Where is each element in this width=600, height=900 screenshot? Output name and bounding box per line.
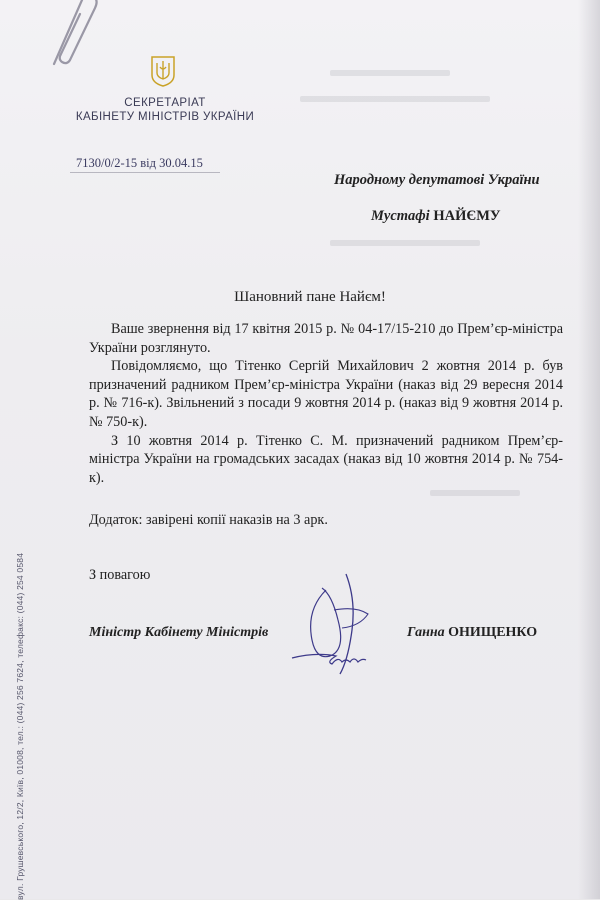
body-paragraph: З 10 жовтня 2014 р. Тітенко С. М. призначений радником Прем’єр-міністра України на громадських засадах (наказ від 10 жовтня 2014 р. № 754-к). [89,432,563,486]
footer-address: вул. Грушевського, 12/2, Київ, 01008, тел.: (044) 256 7624, телефакс: (044) 254 0584 [15,552,25,900]
body-paragraph: Ваше звернення від 17 квітня 2015 р. № 04-17/15-210 до Прем’єр-міністра України розглянуто. [89,321,563,356]
paperclip-icon [40,0,100,66]
org-name-line2: КАБІНЕТУ МІНІСТРІВ УКРАЇНИ [75,111,255,123]
addressee-name [371,208,501,225]
signatory-name [407,625,537,641]
signatory-title: Міністр Кабінету Міністрів [89,625,269,640]
show-through-mark [330,240,480,246]
signatory-surname: ОНИЩЕНКО [448,625,538,640]
show-through-mark [330,70,450,76]
body-paragraph: Повідомляємо, що Тітенко Сергій Михайлович 2 жовтня 2014 р. був призначений радником Прем’єр-міністра України (наказ від 29 вересня 2014 р. № 716-к). Звільнений з посади 9 жовтня 2014 р. (наказ від 9 жовтня 2014 р. № 750-к). [89,358,563,430]
org-name-line1: СЕКРЕТАРІАТ [124,97,206,109]
addressee-title: Народному депутатові України [334,172,540,188]
registration-number: 7130/0/2-15 від 30.04.15 [76,156,203,170]
greeting: Шановний пане Найєм! [234,289,386,305]
trident-emblem-icon [150,55,176,87]
show-through-mark [300,96,490,102]
closing: З повагою [89,567,151,583]
paper-edge-shadow [578,0,600,899]
addressee-given-name: Мустафі [371,208,430,224]
letter-body [89,320,563,487]
signatory-given-name: Ганна [407,625,445,640]
show-through-mark [430,490,520,496]
handwritten-signature [286,570,396,680]
attachment-note: Додаток: завірені копії наказів на 3 арк. [89,512,328,528]
organization-header [70,96,260,124]
addressee-surname: НАЙЄМУ [433,208,501,224]
registration-underline [70,172,220,173]
